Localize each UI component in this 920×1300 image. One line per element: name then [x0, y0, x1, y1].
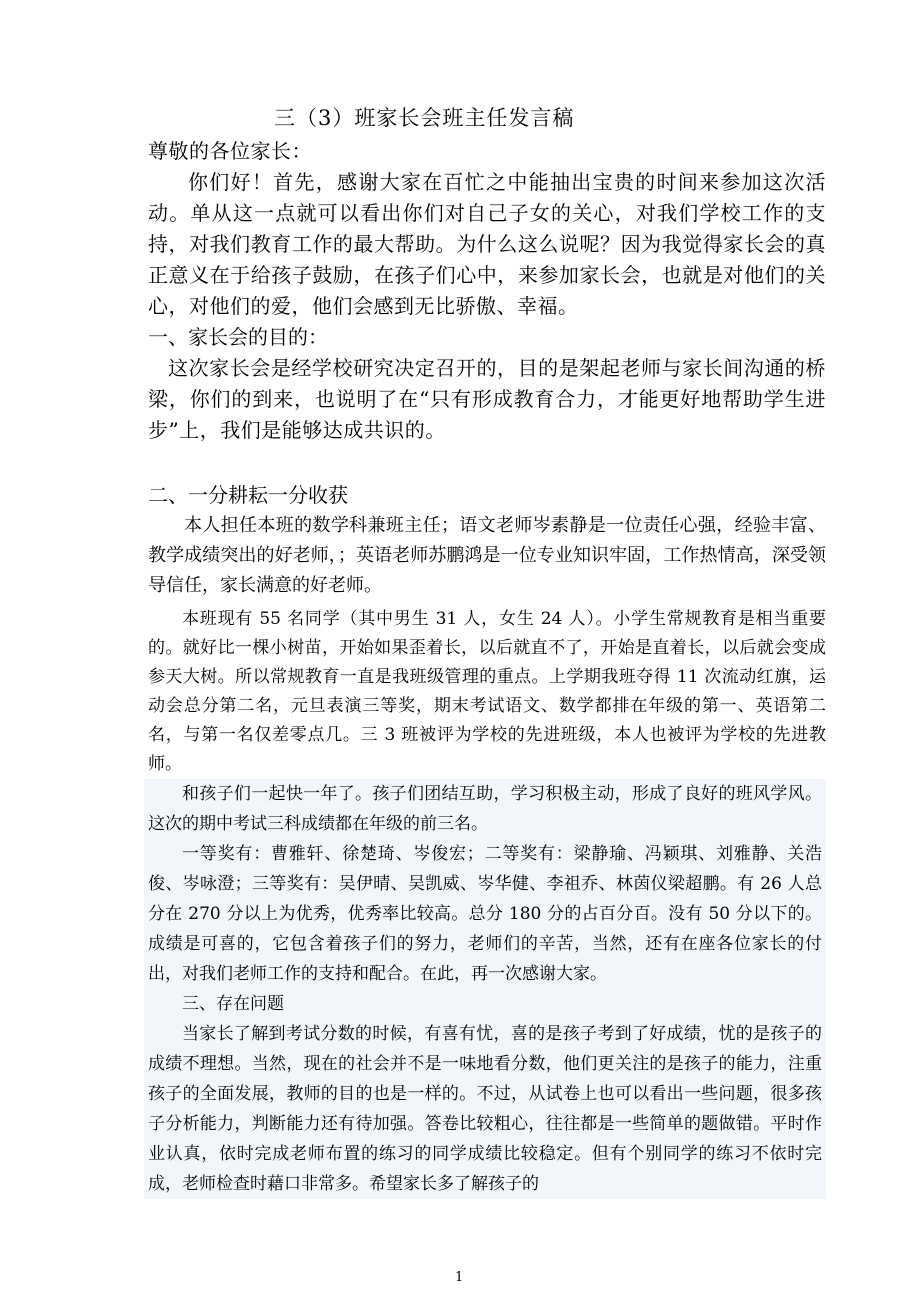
greeting: 尊敬的各位家长： — [148, 139, 312, 163]
page-number: 1 — [455, 1270, 464, 1285]
section2-heading: 二、一分耕耘一分收获 — [148, 483, 348, 507]
document-title: 三（3）班家长会班主任发言稿 — [274, 106, 575, 130]
intro-paragraph: 你们好！首先，感谢大家在百忙之中能抽出宝贵的时间来参加这次活动。单从这一点就可以看出你们对自己子女的关心，对我们学校工作的支持，对我们教育工作的最大帮助。为什么这么说呢？因为我觉得家长会的真正意义在于给孩子鼓励，在孩子们心中，来参加家长会，也就是对他们的关心，对他们的爱，他们会感到无比骄傲、幸福。 — [148, 170, 826, 318]
section2-paragraph-awards: 一等奖有：曹雅轩、徐楚琦、岑俊宏；二等奖有：梁静瑜、冯颖琪、刘雅静、关浩俊、岑咏澄；三等奖有：吴伊晴、吴凯威、岑华健、李祖乔、林茵仪梁超鹏。有 26 人总分在 270 分以上为优秀，优秀率比较高。总分 180 分的占百分百。没有 50 分以下的。成绩是可喜的，它包含着孩子们的努力，老师们的辛苦，当然，还有在座各位家长的付出，对我们老师工作的支持和配合。在此，再一次感谢大家。 — [148, 844, 822, 984]
section2-paragraph-class: 本班现有 55 名同学（其中男生 31 人，女生 24 人）。小学生常规教育是相当重要的。就好比一棵小树苗，开始如果歪着长，以后就直不了，开始是直着长，以后就会变成参天大树。所以常规教育一直是我班级管理的重点。上学期我班夺得 11 次流动红旗，运动会总分第二名，元旦表演三等奖，期末考试语文、数学都排在年级的第一、英语第二名，与第一名仅差零点几。三 3 班被评为学校的先进班级，本人也被评为学校的先进教师。 — [148, 609, 826, 774]
section2-paragraph-progress: 和孩子们一起快一年了。孩子们团结互助，学习积极主动，形成了良好的班风学风。这次的期中考试三科成绩都在年级的前三名。 — [148, 784, 822, 834]
section3-paragraph: 当家长了解到考试分数的时候，有喜有忧，喜的是孩子考到了好成绩，忧的是孩子的成绩不理想。当然，现在的社会并不是一味地看分数，他们更关注的是孩子的能力，注重孩子的全面发展，教师的目的也是一样的。不过，从试卷上也可以看出一些问题，很多孩子分析能力，判断能力还有待加强。答卷比较粗心，往往都是一些简单的题做错。平时作业认真，依时完成老师布置的练习的同学成绩比较稳定。但有个别同学的练习不依时完成，老师检查时藉口非常多。希望家长多了解孩子的 — [148, 1024, 822, 1194]
document-body — [148, 104, 826, 1199]
blank-line — [148, 446, 826, 480]
section3-heading: 三、存在问题 — [182, 994, 284, 1014]
section1-heading: 一、家长会的目的： — [148, 325, 328, 349]
section1-paragraph: 这次家长会是经学校研究决定召开的，目的是架起老师与家长间沟通的桥梁，你们的到来，也说明了在“只有形成教育合力，才能更好地帮助学生进步”上，我们是能够达成共识的。 — [148, 356, 826, 442]
section2-paragraph-teachers: 本人担任本班的数学科兼班主任；语文老师岑素静是一位责任心强，经验丰富、教学成绩突出的好老师，；英语老师苏鹏鸿是一位专业知识牢固，工作热情高，深受领导信任，家长满意的好老师。 — [148, 515, 826, 596]
shaded-block — [144, 779, 826, 1199]
